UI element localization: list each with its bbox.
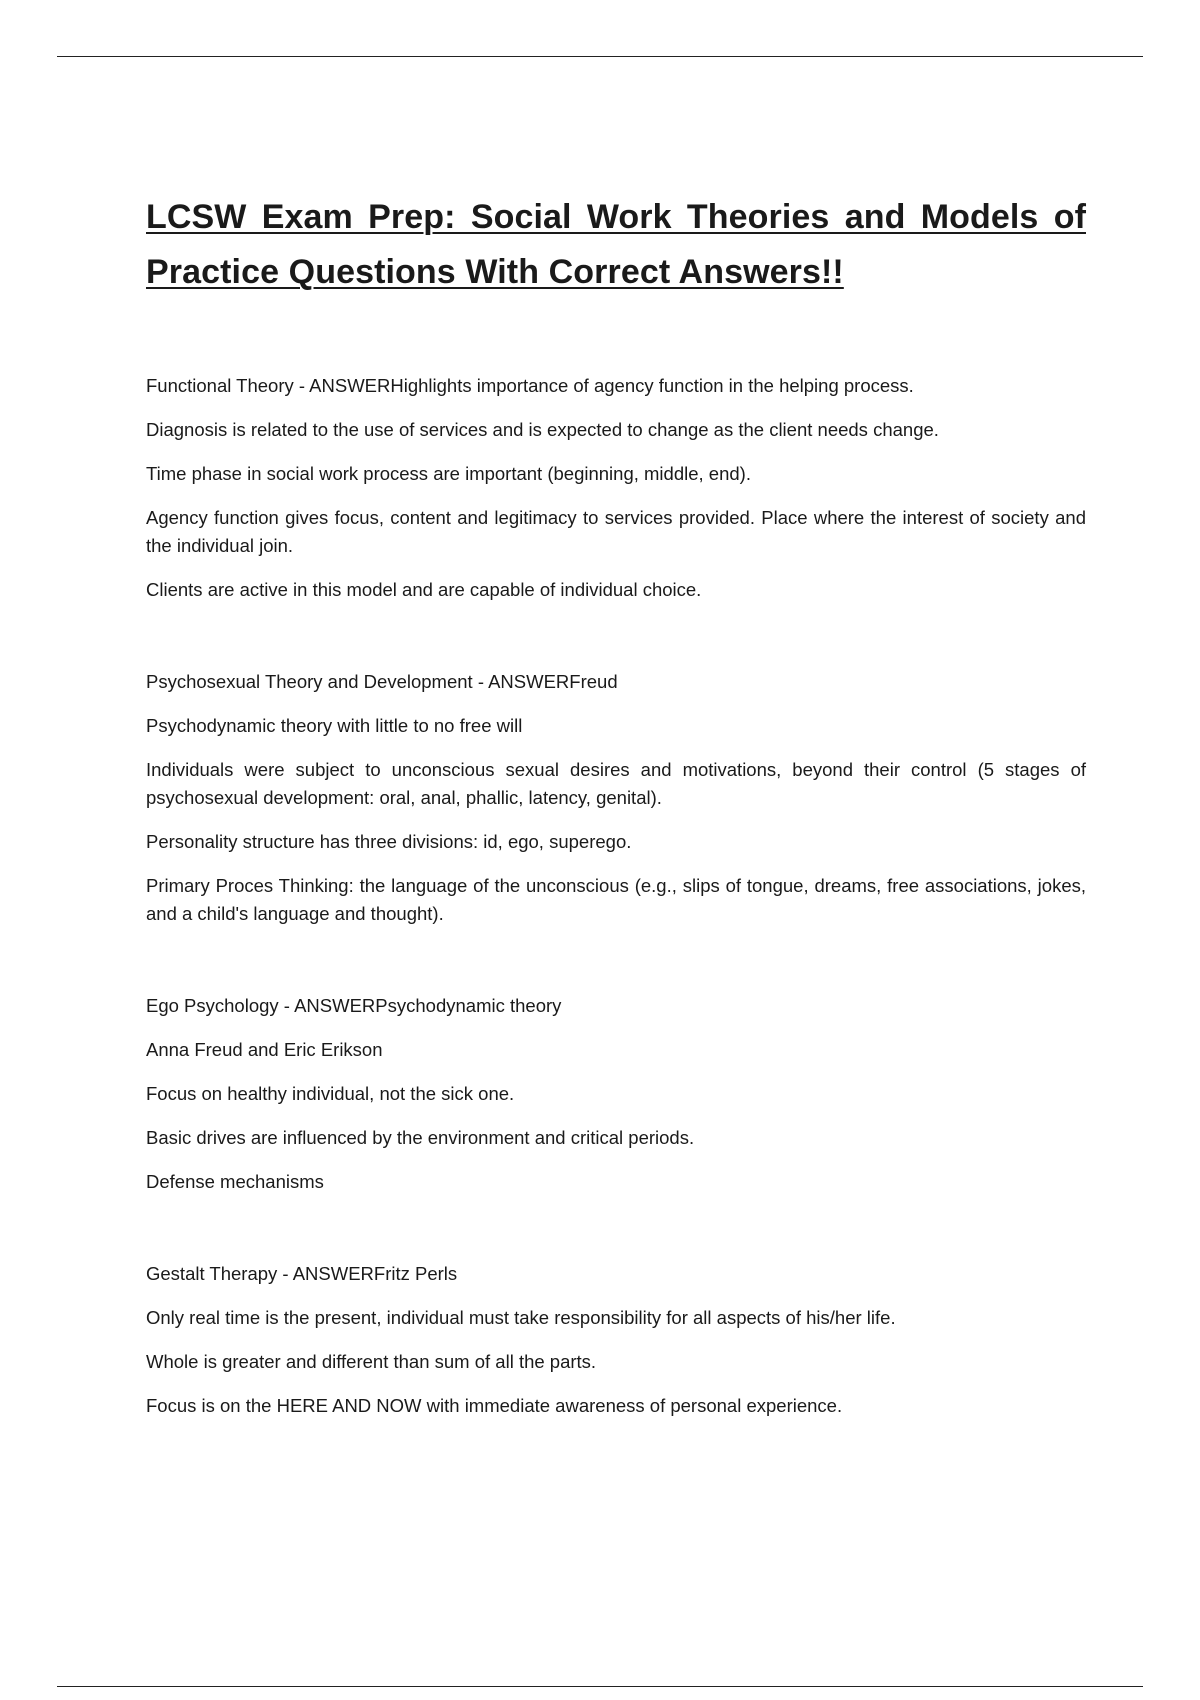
section-psychosexual-theory bbox=[146, 668, 1086, 928]
document-title: LCSW Exam Prep: Social Work Theories and Models of Practice Questions With Correct Answers!! bbox=[146, 198, 1086, 291]
question-answer: Psychosexual Theory and Development - ANSWERFreud bbox=[146, 671, 618, 692]
answer-line: Individuals were subject to unconscious sexual desires and motivations, beyond their control (5 stages of psychosexual development: oral, anal, phallic, latency, genital). bbox=[146, 759, 1086, 808]
section-functional-theory bbox=[146, 372, 1086, 604]
answer-line: Basic drives are influenced by the environment and critical periods. bbox=[146, 1127, 695, 1148]
answer-line: Personality structure has three divisions: id, ego, superego. bbox=[146, 831, 632, 852]
answer-line: Focus is on the HERE AND NOW with immediate awareness of personal experience. bbox=[146, 1395, 843, 1416]
answer-line: Agency function gives focus, content and legitimacy to services provided. Place where the interest of society and the individual join. bbox=[146, 507, 1086, 556]
answer-line: Clients are active in this model and are capable of individual choice. bbox=[146, 579, 702, 600]
document-body bbox=[146, 190, 1086, 1420]
answer-line: Psychodynamic theory with little to no free will bbox=[146, 715, 523, 736]
answer-line: Anna Freud and Eric Erikson bbox=[146, 1039, 383, 1060]
answer-line: Only real time is the present, individual must take responsibility for all aspects of his/her life. bbox=[146, 1307, 896, 1328]
answer-line: Focus on healthy individual, not the sick one. bbox=[146, 1083, 515, 1104]
answer-line: Defense mechanisms bbox=[146, 1171, 324, 1192]
question-answer: Functional Theory - ANSWERHighlights importance of agency function in the helping process. bbox=[146, 375, 914, 396]
section-gestalt-therapy bbox=[146, 1260, 1086, 1420]
question-answer: Gestalt Therapy - ANSWERFritz Perls bbox=[146, 1263, 458, 1284]
section-ego-psychology bbox=[146, 992, 1086, 1196]
answer-line: Time phase in social work process are important (beginning, middle, end). bbox=[146, 463, 751, 484]
answer-line: Whole is greater and different than sum of all the parts. bbox=[146, 1351, 597, 1372]
header-rule bbox=[57, 56, 1143, 57]
answer-line: Primary Proces Thinking: the language of the unconscious (e.g., slips of tongue, dreams, free associations, jokes, and a child's language and thought). bbox=[146, 875, 1086, 924]
answer-line: Diagnosis is related to the use of services and is expected to change as the client needs change. bbox=[146, 419, 939, 440]
question-answer: Ego Psychology - ANSWERPsychodynamic theory bbox=[146, 995, 562, 1016]
footer-rule bbox=[57, 1686, 1143, 1687]
